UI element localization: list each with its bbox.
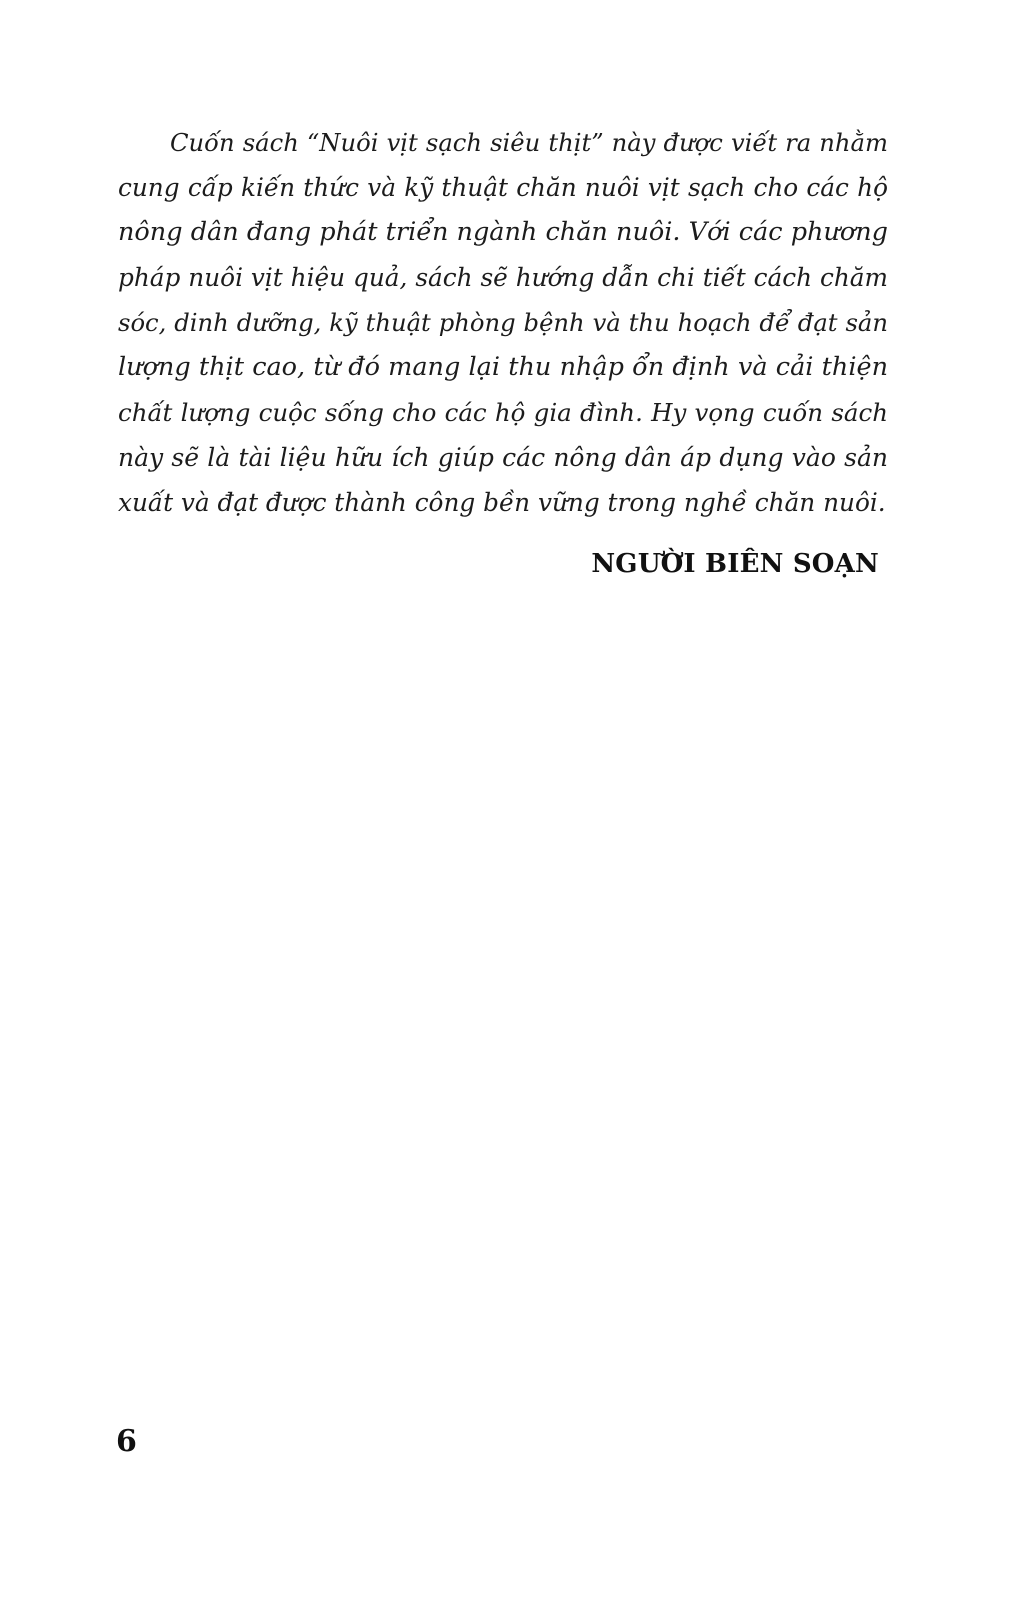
paragraph-line: chất lượng cuộc sống cho các hộ gia đình. Hy vọng cuốn sách <box>118 398 888 427</box>
paragraph-line: Cuốn sách “Nuôi vịt sạch siêu thịt” này được viết ra nhằm <box>170 128 888 157</box>
paragraph-line: lượng thịt cao, từ đó mang lại thu nhập ổn định và cải thiện <box>118 352 888 382</box>
paragraph-line: sóc, dinh dưỡng, kỹ thuật phòng bệnh và thu hoạch để đạt sản <box>118 308 888 337</box>
paragraph-line: cung cấp kiến thức và kỹ thuật chăn nuôi vịt sạch cho các hộ <box>118 173 888 202</box>
paragraph-line: pháp nuôi vịt hiệu quả, sách sẽ hướng dẫn chi tiết cách chăm <box>118 263 888 292</box>
paragraph-line: xuất và đạt được thành công bền vững trong nghề chăn nuôi. <box>118 488 886 517</box>
page-number: 6 <box>116 1424 137 1459</box>
paragraph-line: nông dân đang phát triển ngành chăn nuôi. Với các phương <box>118 217 888 247</box>
preface-paragraph <box>118 120 888 525</box>
paragraph-line: này sẽ là tài liệu hữu ích giúp các nông dân áp dụng vào sản <box>118 443 888 472</box>
author-signature: NGƯỜI BIÊN SOẠN <box>591 549 879 579</box>
